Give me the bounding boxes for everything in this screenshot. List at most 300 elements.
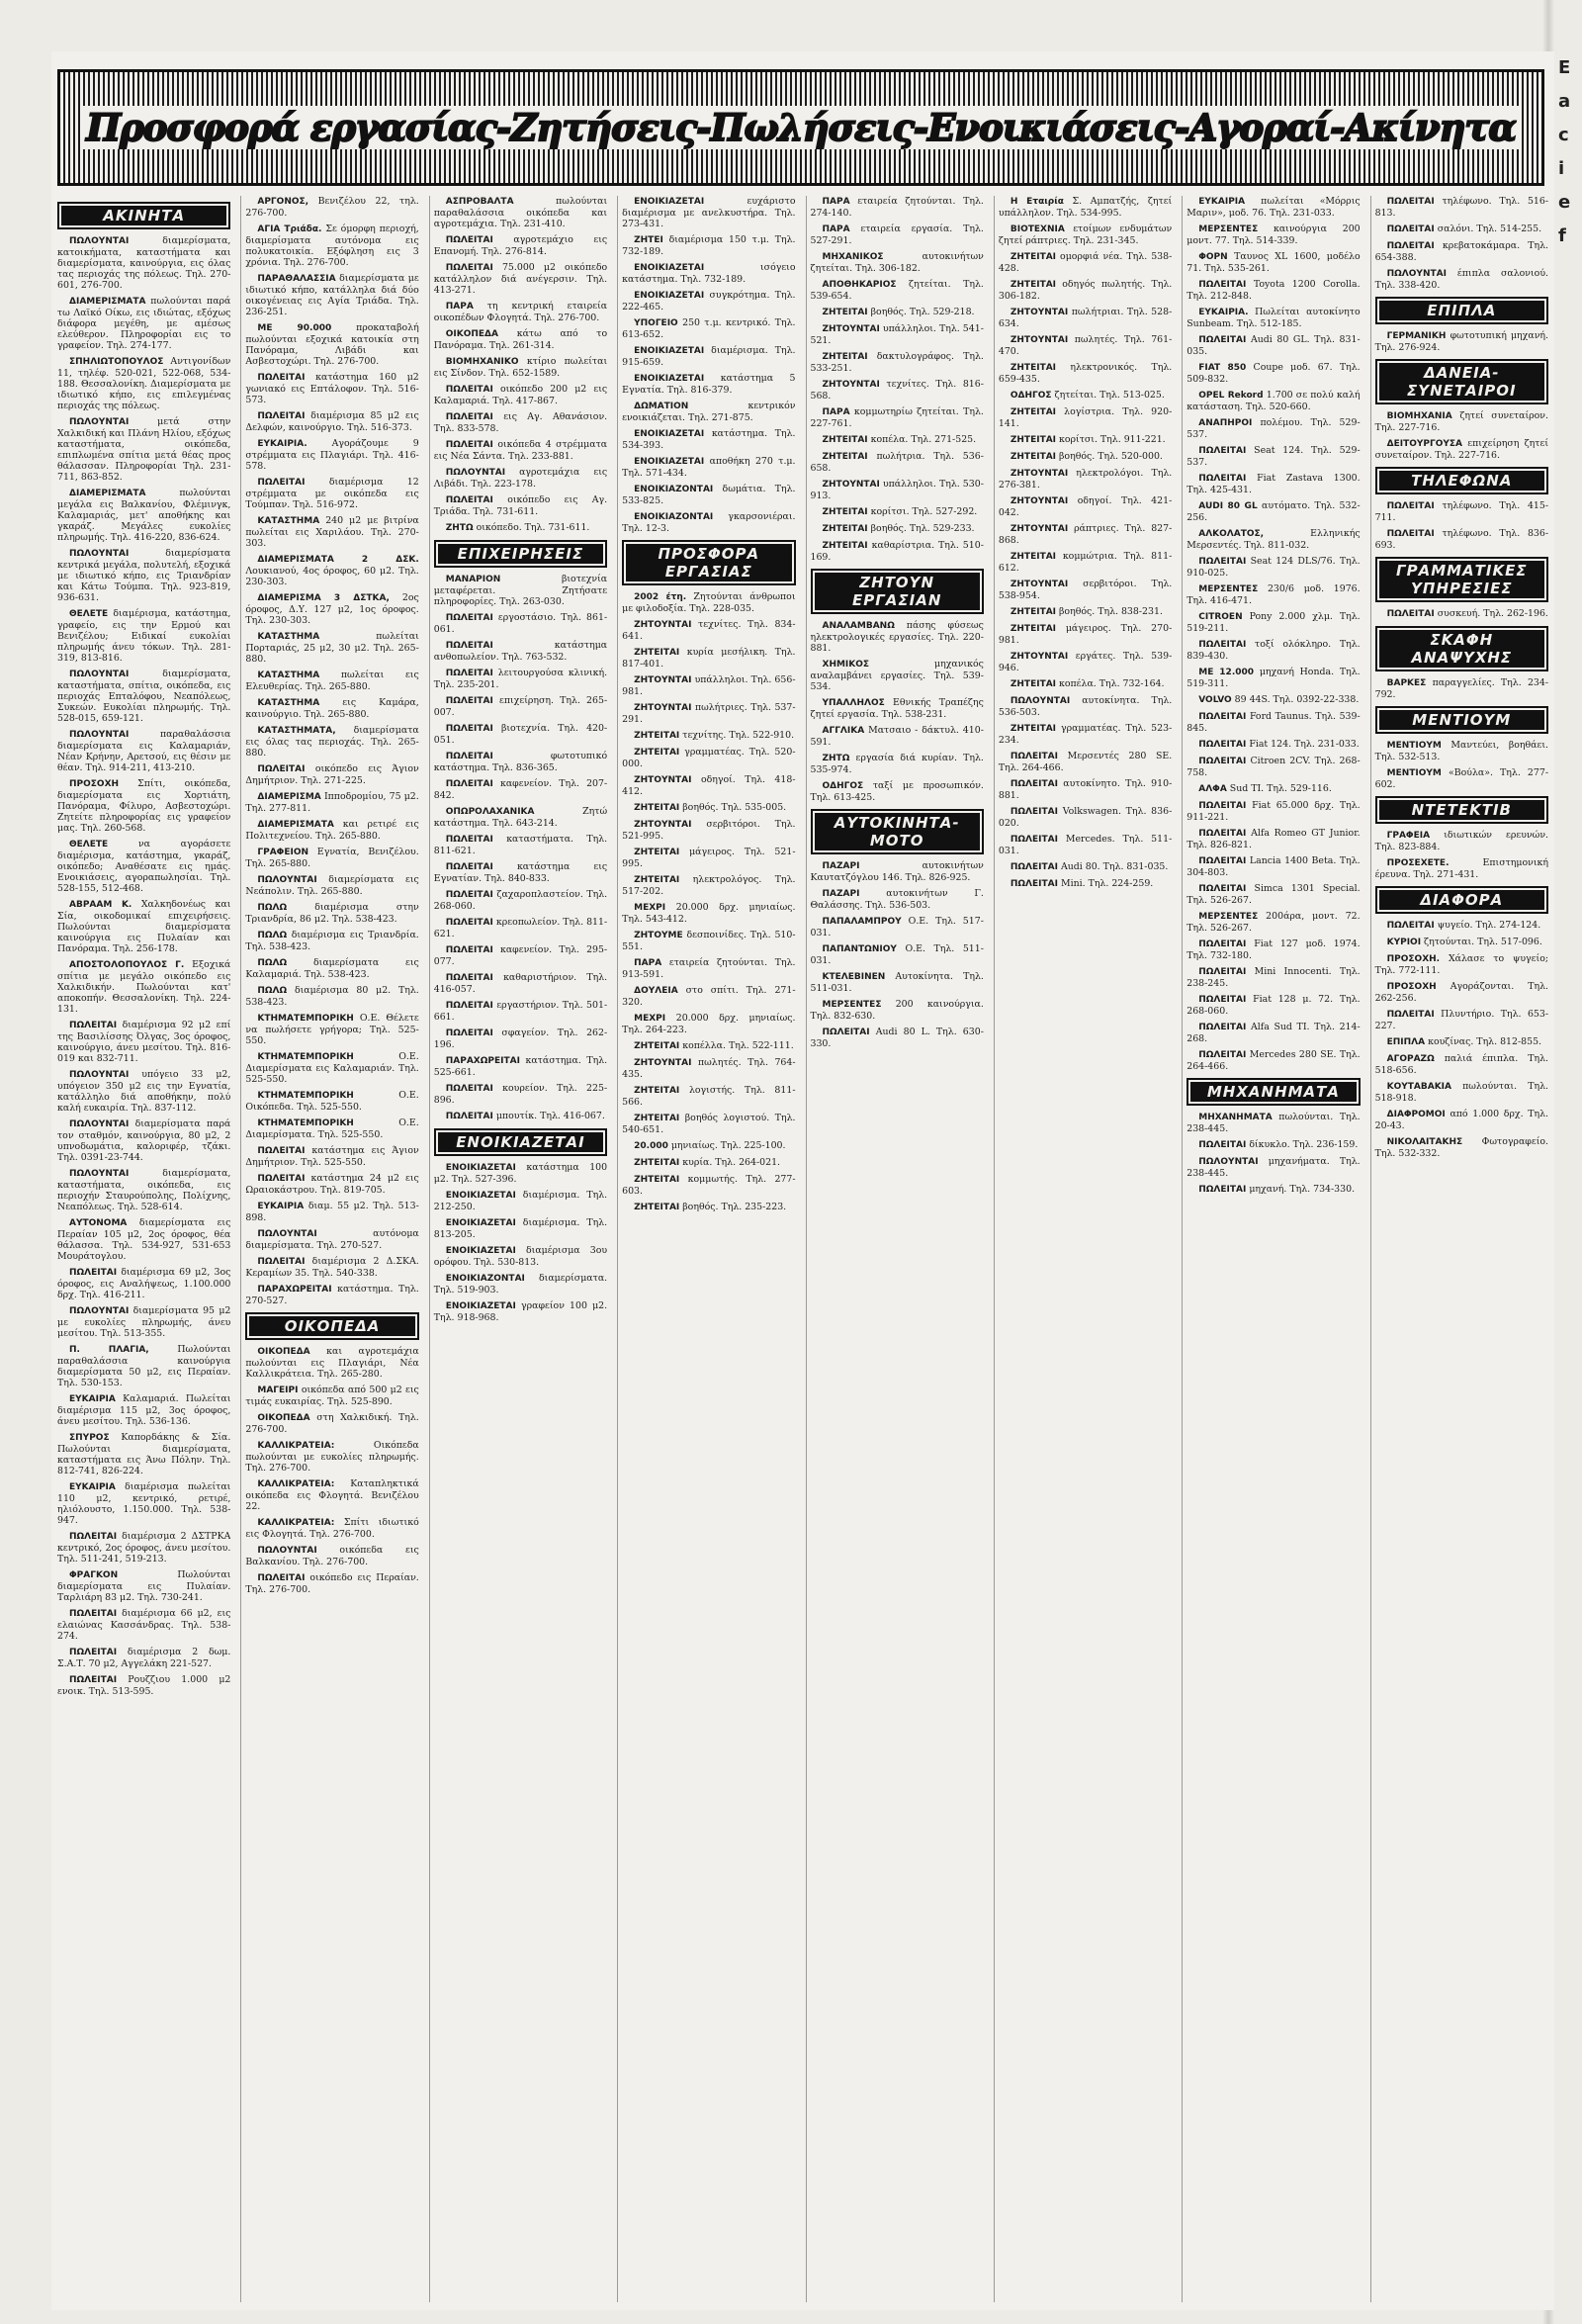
- ad-lead-word: ΕΥΚΑΙΡΙΑ: [257, 1202, 305, 1211]
- ad-text: φωτοτυπική μηχανή. Τηλ. 276-924.: [1374, 330, 1548, 353]
- ad-lead-word: ΝΙΚΟΛΑΙΤΑΚΗΣ: [1386, 1137, 1463, 1147]
- ad-text: Σ. Αμπατζής, ζητεί υπάλληλον. Τηλ. 534-995.: [998, 196, 1173, 219]
- classified-ad: [1375, 920, 1548, 932]
- ad-lead-word: ΠΩΛΕΙΤΑΙ: [257, 373, 306, 383]
- ad-lead-word: ΠΩΛΕΙΤΑΙ: [1198, 884, 1247, 894]
- ad-lead-word: ΚΑΤΑΣΤΗΜΑ: [257, 698, 320, 708]
- ad-lead-word: ΠΑΡΑΘΑΛΑΣΣΙΑ: [257, 274, 336, 284]
- ad-text: αυτοκίνητα. Τηλ. 536-503.: [998, 695, 1173, 718]
- classified-ad: [245, 438, 418, 472]
- section-header-prosfora: ΠΡΟΣΦΟΡΑ ΕΡΓΑΣΙΑΣ: [622, 540, 795, 585]
- classified-ad: [1186, 1156, 1360, 1179]
- ad-text: οδηγοί. Τηλ. 418-412.: [622, 774, 796, 797]
- ad-text: Alfa Romeo GT Junior. Τηλ. 826-821.: [1186, 828, 1361, 850]
- classified-ad: [1186, 939, 1360, 961]
- classified-ad: [622, 484, 795, 506]
- ad-text: οικόπεδο εις Αγ. Τριάδα. Τηλ. 731-611.: [433, 494, 608, 517]
- classified-ad: [1186, 800, 1360, 823]
- classified-ad: [57, 669, 230, 724]
- classified-ad: [811, 379, 984, 402]
- ad-lead-word: ΠΩΛΕΙΤΑΙ: [1010, 879, 1058, 889]
- ad-text: αυτοκινήτων Καυτατζόγλου 146. Τηλ. 826-925.: [810, 860, 984, 883]
- classified-ad: [622, 774, 795, 797]
- classified-ad: [434, 384, 607, 406]
- classified-ad: [245, 515, 418, 549]
- ad-text: μηχανή. Τηλ. 734-330.: [1249, 1184, 1356, 1195]
- section-header-diafora: ΔΙΑΦΟΡΑ: [1375, 886, 1548, 914]
- ad-lead-word: ΠΩΛΕΙΤΑΙ: [1198, 557, 1247, 567]
- ad-lead-word: ΠΩΛΕΙΤΑΙ: [69, 1532, 118, 1542]
- ad-text: Αγοράζονται. Τηλ. 262-256.: [1374, 981, 1548, 1004]
- ad-text: δωμάτια. Τηλ. 533-825.: [622, 484, 796, 506]
- ad-text: Ματσαιο - δάκτυλ. 410-591.: [810, 725, 984, 748]
- ad-lead-word: ΜΕΡΣΕΝΤΕΣ: [1198, 912, 1259, 922]
- ad-lead-word: ΠΩΛΕΙΤΑΙ: [69, 1675, 118, 1685]
- ad-lead-word: ΠΑΡΑ: [822, 407, 850, 417]
- classified-ad: [245, 847, 418, 869]
- classified-ad: [434, 917, 607, 939]
- ad-lead-word: ΖΗΤΟΥΝΤΑΙ: [634, 775, 692, 785]
- ad-lead-word: ΖΗΤΕΙΤΑΙ: [634, 875, 680, 885]
- ad-lead-word: ΔΙΑΜΕΡΙΣΜΑΤΑ 2 ΔΣΚ.: [257, 555, 419, 565]
- ad-lead-word: ΕΝΟΙΚΙΑΖΕΤΑΙ: [445, 1301, 516, 1311]
- ad-text: βοηθός. Τηλ. 535-005.: [682, 802, 787, 813]
- ad-text: Επιστημονική έρευνα. Τηλ. 271-431.: [1374, 857, 1548, 880]
- ad-text: έπιπλα σαλονιού. Τηλ. 338-420.: [1374, 268, 1548, 291]
- classified-ad: [245, 697, 418, 720]
- ad-text: πωλείται εις Ελευθερίας. Τηλ. 265-880.: [245, 670, 419, 692]
- ad-lead-word: ΚΑΛΛΙΚΡΑΤΕΙΑ:: [257, 1479, 335, 1489]
- ads-list: [1186, 196, 1360, 1196]
- classified-ad: [434, 861, 607, 884]
- ad-text: κομμωτηρίω ζητείται. Τηλ. 227-761.: [810, 406, 984, 429]
- ad-lead-word: ΠΩΛΕΙΤΑΙ: [1386, 609, 1435, 619]
- ad-text: υπόγειο 33 μ2, υπόγειον 350 μ2 εις την Εγνατία, κατάλληλο διά αποθήκην, πολύ καλή ευκαιρία. Τηλ. 837-112.: [57, 1069, 231, 1114]
- classified-ad: [245, 819, 418, 842]
- ad-lead-word: ΠΩΛΕΙΤΑΙ: [1198, 829, 1247, 839]
- classified-ad: [434, 356, 607, 379]
- ad-lead-word: ΖΗΤΕΙΤΑΙ: [1010, 552, 1057, 562]
- ad-text: 1.700 σε πολύ καλή κατάσταση. Τηλ. 520-660.: [1186, 390, 1361, 412]
- ad-text: διαμέρισμα 150 τ.μ. Τηλ. 732-189.: [622, 234, 796, 257]
- ad-lead-word: ΕΝΟΙΚΙΑΖΕΤΑΙ: [634, 374, 705, 384]
- ad-text: Ο.Ε. Τηλ. 511-031.: [810, 943, 984, 966]
- ad-lead-word: ΠΩΛΕΙΤΑΙ: [1198, 740, 1247, 750]
- ad-text: διαμέρισμα εις Τριανδρία. Τηλ. 538-423.: [245, 930, 419, 952]
- classified-ad: [622, 847, 795, 869]
- ad-lead-word: ΣΠΥΡΟΣ: [69, 1433, 110, 1443]
- ad-text: μηχανή Honda. Τηλ. 519-311.: [1186, 667, 1361, 689]
- ad-text: εις Καμάρα, καινούργιο. Τηλ. 265-880.: [245, 697, 419, 720]
- ad-lead-word: ΟΠΩΡΟΛΑΧΑΝΙΚΑ: [445, 807, 535, 817]
- ad-text: Coupe μοδ. 67. Τηλ. 509-832.: [1186, 362, 1361, 385]
- ad-text: ζητείται. Τηλ. 513-025.: [1054, 390, 1165, 401]
- classified-ad: [245, 554, 418, 587]
- ad-lead-word: ΠΩΛΕΙΤΑΙ: [69, 1609, 118, 1619]
- ad-text: Fiat Zastava 1300. Τηλ. 425-431.: [1186, 473, 1361, 495]
- classified-ad: [811, 223, 984, 246]
- ad-lead-word: ΠΩΛΕΙΤΑΙ: [1198, 801, 1247, 811]
- classified-ad: [622, 874, 795, 897]
- ad-text: Καπορδάκης & Σία. Πωλούνται διαμερίσματα, καταστήματα εις Άνω Πόλην. Τηλ. 812-741, 826-224.: [57, 1432, 231, 1476]
- classified-ad: [999, 279, 1172, 302]
- ad-text: λειτουργούσα κλινική. Τηλ. 235-201.: [433, 668, 608, 690]
- ad-text: πωλούνται παραθαλάσσια οικόπεδα και αγροτεμάχια. Τηλ. 231-410.: [433, 196, 608, 229]
- ad-lead-word: ΒΙΟΜΗΧΑΝΙΑ: [1386, 411, 1452, 421]
- classified-ad: [1375, 857, 1548, 880]
- classified-ad: [245, 223, 418, 268]
- ad-lead-word: ΠΑΡΑ: [445, 302, 474, 312]
- ad-lead-word: 2002 έτη.: [634, 592, 687, 602]
- classified-ad: [57, 416, 230, 483]
- classified-ad: [999, 806, 1172, 829]
- ad-text: Seat 124 DLS/76. Τηλ. 910-025.: [1186, 556, 1361, 579]
- ad-lead-word: ΕΥΚΑΙΡΙΑ: [69, 1394, 116, 1404]
- ad-text: μηνιαίως. Τηλ. 225-100.: [670, 1140, 786, 1151]
- classified-ad: [811, 725, 984, 748]
- ad-lead-word: ΠΩΛΕΙΤΑΙ: [1386, 224, 1435, 234]
- classified-ad: [245, 1145, 418, 1168]
- classified-ad: [57, 1267, 230, 1300]
- ad-text: διαμέρισμα 3ου ορόφου. Τηλ. 530-813.: [433, 1245, 608, 1268]
- classified-ad: [811, 697, 984, 720]
- classified-ad: [1375, 1009, 1548, 1031]
- ad-lead-word: ΠΩΛΕΙΤΑΙ: [445, 890, 493, 900]
- classified-ad: [57, 1393, 230, 1427]
- classified-ad: [1375, 500, 1548, 523]
- ad-text: διαμέρισμα πωλείται 110 μ2, κεντρικό, ρετιρέ, ηλιόλουστο, 1.150.000. Τηλ. 538-947.: [57, 1481, 231, 1526]
- ad-text: 89 44S. Τηλ. 0392-22-338.: [1234, 694, 1360, 705]
- ad-text: 250 τ.μ. κεντρικό. Τηλ. 613-652.: [622, 317, 796, 340]
- section-header-epipla: ΕΠΙΠΛΑ: [1375, 297, 1548, 324]
- ad-text: Καταπληκτικά οικόπεδα εις Φλογητά. Βενιζέλου 22.: [245, 1478, 419, 1512]
- ad-text: Πλυντήριο. Τηλ. 653-227.: [1374, 1009, 1548, 1031]
- classified-ad: [1375, 740, 1548, 762]
- ad-lead-word: ΕΝΟΙΚΙΑΖΕΤΑΙ: [634, 346, 705, 356]
- ad-lead-word: ΔΙΑΜΕΡΙΣΜΑΤΑ: [257, 820, 334, 830]
- classified-ad: [434, 411, 607, 434]
- classified-ad: [811, 251, 984, 274]
- ad-text: κουρείον. Τηλ. 225-896.: [433, 1083, 608, 1106]
- classified-ad: [245, 985, 418, 1008]
- classified-ad: [1186, 883, 1360, 906]
- classified-ad: [245, 1013, 418, 1046]
- ad-lead-word: ΠΩΛΟΥΝΤΑΙ: [257, 875, 317, 885]
- ad-lead-word: ΠΩΛΕΙΤΑΙ: [1198, 1185, 1247, 1195]
- ad-lead-word: ΕΝΟΙΚΙΑΖΟΝΤΑΙ: [445, 1274, 525, 1284]
- ad-lead-word: ΠΩΛΕΙΤΑΙ: [445, 613, 493, 623]
- classified-ad: [811, 406, 984, 429]
- ad-lead-word: ΠΩΛΕΙΤΑΙ: [69, 1268, 118, 1278]
- section-header-mentioum: ΜΕΝΤΙΟΥΜ: [1375, 706, 1548, 734]
- ad-text: πωλήτριαι. Τηλ. 528-634.: [998, 307, 1173, 329]
- ad-text: τεχνίτης. Τηλ. 522-910.: [682, 730, 795, 741]
- ad-lead-word: ΠΑΖΑΡΙ: [822, 861, 860, 871]
- classified-ad: [1375, 1036, 1548, 1048]
- classified-ad: [811, 620, 984, 654]
- ad-text: διαμερίσματα με ιδιωτικό κήπο, κατάλληλα διά δύο οικογένειας εις Αγία Τριάδα. Τηλ. 236-251.: [245, 273, 419, 317]
- classified-ad: [622, 747, 795, 769]
- classified-ad: [1375, 1109, 1548, 1131]
- ad-text: Βενιζέλου 22, τηλ. 276-700.: [245, 196, 419, 219]
- classified-ad: [622, 373, 795, 396]
- ad-lead-word: ΖΗΤΟΥΝΤΑΙ: [634, 620, 692, 630]
- ad-lead-word: ΖΗΤΕΙΤΑΙ: [1010, 679, 1057, 689]
- classified-ad: [1186, 1184, 1360, 1196]
- ad-lead-word: ΠΩΛΟΥΝΤΑΙ: [69, 417, 130, 427]
- ad-lead-word: ΠΩΛΕΙΤΑΙ: [1198, 995, 1247, 1005]
- ad-text: τηλέφωνο. Τηλ. 516-813.: [1374, 196, 1548, 219]
- ad-lead-word: ΠΩΛΟΥΝΤΑΙ: [257, 1546, 317, 1556]
- classified-ad: [434, 723, 607, 746]
- classified-ad: [245, 631, 418, 665]
- ad-lead-word: ΠΩΛΕΙΤΑΙ: [1386, 197, 1435, 207]
- ad-text: διαμερίσματα παρά τον σταθμόν, καινούργια, 80 μ2, 2 υπνοδωμάτια, καλοριφέρ, τζάκι. Τηλ. 0391-23-744.: [57, 1118, 231, 1163]
- ad-lead-word: ΑΓΟΡΑΖΩ: [1386, 1054, 1435, 1064]
- classified-ad: [1375, 1053, 1548, 1076]
- ad-text: πωλήτρια. Τηλ. 536-658.: [810, 451, 984, 474]
- ad-text: οικόπεδα 4 στρέμματα εις Νέα Σάντα. Τηλ. 233-881.: [433, 439, 608, 462]
- section-header-epicheiriseis: ΕΠΙΧΕΙΡΗΣΕΙΣ: [434, 540, 607, 568]
- ad-lead-word: ΠΩΛΟΥΝΤΑΙ: [69, 549, 130, 559]
- ad-lead-word: ΕΥΚΑΙΡΙΑ.: [257, 439, 308, 449]
- ad-lead-word: ΟΔΗΓΟΣ: [1010, 391, 1052, 401]
- ad-lead-word: ΠΩΛΕΙΤΑΙ: [1198, 967, 1247, 977]
- classified-ad: [57, 729, 230, 773]
- ad-text: κάτω από το Πανόραμα. Τηλ. 261-314.: [433, 328, 608, 351]
- classified-ad: [245, 763, 418, 786]
- classified-ad: [245, 322, 418, 367]
- ads-list: [1375, 196, 1548, 1159]
- ad-text: Lancia 1400 Beta. Τηλ. 304-803.: [1186, 855, 1361, 878]
- ad-lead-word: ΒΑΡΚΕΣ: [1386, 678, 1427, 688]
- classified-ad: [811, 753, 984, 775]
- ad-lead-word: ΠΑΠΑΝΤΩΝΙΟΥ: [822, 944, 897, 954]
- classified-ad: [811, 888, 984, 911]
- classified-ad: [57, 1305, 230, 1339]
- classified-ad: [57, 608, 230, 664]
- ad-text: Toyota 1200 Corolla. Τηλ. 212-848.: [1186, 279, 1361, 302]
- ad-text: Ο.Ε. Τηλ. 517-031.: [810, 916, 984, 939]
- ad-text: κατάστημα. Τηλ. 270-527.: [245, 1284, 419, 1306]
- ad-text: γραμματέας. Τηλ. 523-234.: [998, 723, 1173, 746]
- ad-text: βιοτεχνία. Τηλ. 420-051.: [433, 723, 608, 746]
- classified-ad: [434, 751, 607, 773]
- ad-lead-word: ΒΙΟΜΗΧΑΝΙΚΟ: [445, 357, 519, 367]
- classified-ad: [1186, 556, 1360, 579]
- ad-lead-word: ΑΠΟΣΤΟΛΟΠΟΥΛΟΣ Γ.: [69, 960, 185, 970]
- classified-ad: [1186, 362, 1360, 385]
- ad-lead-word: ΖΗΤΕΙΤΑΙ: [1010, 624, 1057, 634]
- classified-ad: [434, 439, 607, 462]
- ad-lead-word: ΥΠΑΛΛΗΛΟΣ: [822, 698, 885, 708]
- newspaper-page: [51, 51, 1554, 2310]
- classified-ad: [434, 301, 607, 323]
- ad-text: βοηθός. Τηλ. 838-231.: [1059, 606, 1163, 617]
- ad-lead-word: ΜΕ 12.000: [1198, 668, 1255, 677]
- ad-text: ηλεκτρονικός. Τηλ. 659-435.: [998, 362, 1173, 385]
- ad-lead-word: ΠΩΛΕΙΤΑΙ: [1010, 807, 1058, 817]
- ad-lead-word: ΠΩΛΕΙΤΑΙ: [1198, 446, 1247, 456]
- classified-ad: [999, 695, 1172, 718]
- ad-text: συσκευή. Τηλ. 262-196.: [1437, 608, 1548, 619]
- ad-lead-word: ΑΒΡΑΑΜ Κ.: [69, 900, 132, 910]
- classified-ad: [245, 902, 418, 925]
- ad-lead-word: ΠΩΛΕΙΤΑΙ: [445, 973, 493, 983]
- ad-lead-word: ΠΩΛΟΥΝΤΑΙ: [1386, 269, 1447, 279]
- ad-lead-word: ΕΝΟΙΚΙΑΖΕΤΑΙ: [445, 1163, 516, 1173]
- classified-ad: [1375, 1081, 1548, 1104]
- ad-text: ζητούνται. Τηλ. 517-096.: [1424, 937, 1542, 947]
- ad-lead-word: ΠΩΛΕΙΤΑΙ: [445, 641, 493, 651]
- ad-lead-word: ΚΑΤΑΣΤΗΜΑ: [257, 670, 320, 680]
- ad-lead-word: Π. ΠΛΑΓΙΑ,: [69, 1345, 149, 1355]
- ad-lead-word: ΠΩΛΕΙΤΑΙ: [445, 752, 493, 761]
- ads-list: [999, 196, 1172, 890]
- ad-text: Εξοχικά σπίτια με μεγάλο οικόπεδο εις Χαλκιδικήν. Πωλούνται κατ' αποκοπήν. Θεσσαλονίκη. Τηλ. 224-131.: [57, 959, 231, 1015]
- classified-ad: [434, 1300, 607, 1323]
- ad-text: βιοτεχνία μεταφέρεται. Ζητήσατε πληροφορίες. Τηλ. 263-030.: [433, 574, 608, 607]
- section-header-ntetektiv: ΝΤΕΤΕΚΤΙΒ: [1375, 796, 1548, 824]
- ad-lead-word: ΠΩΛΕΙΤΑΙ: [1386, 529, 1435, 539]
- classified-ad: [622, 619, 795, 642]
- ad-lead-word: OPEL Rekord: [1198, 391, 1264, 401]
- ad-text: βοηθός. Τηλ. 529-218.: [870, 307, 975, 317]
- ad-text: Mercedes 280 SE. Τηλ. 264-466.: [1186, 1049, 1361, 1072]
- classified-ad: [811, 351, 984, 374]
- ad-text: ετοίμων ενδυμάτων ζητεί ράπτριες. Τηλ. 231-345.: [998, 223, 1173, 246]
- ad-lead-word: ΓΡΑΦΕΙΑ: [1386, 831, 1431, 841]
- ad-text: διαμέρισμα στην Τριανδρία, 86 μ2. Τηλ. 538-423.: [245, 902, 419, 925]
- ad-text: δεσποινίδες. Τηλ. 510-551.: [622, 930, 796, 952]
- classified-ad: [1186, 1049, 1360, 1072]
- classified-ad: [434, 467, 607, 490]
- classified-ad: [245, 874, 418, 897]
- classified-ad: [434, 196, 607, 229]
- ad-lead-word: ΠΩΛΕΙΤΑΙ: [257, 1573, 306, 1583]
- ad-lead-word: ΟΙΚΟΠΕΔΑ: [445, 329, 498, 339]
- ad-lead-word: ΠΩΛΕΙΤΑΙ: [1198, 640, 1247, 650]
- ad-lead-word: ΖΗΤΕΙΤΑΙ: [1010, 724, 1057, 734]
- classified-ad: [57, 778, 230, 834]
- ad-lead-word: ΠΩΛΕΙΤΑΙ: [69, 1648, 118, 1657]
- classified-ad: [999, 678, 1172, 690]
- ad-lead-word: ΠΡΟΣΟΧΗ.: [1386, 954, 1441, 964]
- ad-text: ψυγείο. Τηλ. 274-124.: [1437, 920, 1541, 931]
- ad-text: Sud TI. Τηλ. 529-116.: [1229, 783, 1332, 794]
- section-header-zitoun: ΖΗΤΟΥΝ ΕΡΓΑΣΙΑΝ: [811, 569, 984, 614]
- classified-ad: [1375, 438, 1548, 461]
- ad-lead-word: 20.000: [634, 1141, 668, 1151]
- ad-text: Καλαμαριά. Πωλείται διαμέρισμα 115 μ2, 3ος όροφος, άνευ μεσίτου. Τηλ. 536-136.: [57, 1393, 231, 1427]
- ad-text: διαμέρισμα. Τηλ. 212-250.: [433, 1190, 608, 1212]
- classified-ad: [811, 451, 984, 474]
- ad-lead-word: ΠΩΛΕΙΤΑΙ: [445, 918, 493, 928]
- ad-text: ταξί με προσωπικόν. Τηλ. 613-425.: [810, 780, 984, 803]
- ad-lead-word: ΠΩΛΕΙΤΑΙ: [445, 1084, 493, 1094]
- ad-lead-word: ΖΗΤΟΥΝΤΑΙ: [822, 480, 880, 490]
- ad-text: Fiat 124. Τηλ. 231-033.: [1249, 739, 1360, 750]
- classified-ad: [245, 1517, 418, 1540]
- column-6: [994, 196, 1172, 2302]
- classified-ad: [57, 356, 230, 411]
- classified-ad: [434, 1055, 607, 1078]
- classified-ad: [811, 540, 984, 563]
- classified-ad: [434, 668, 607, 690]
- classified-ad: [622, 401, 795, 423]
- classified-ad: [57, 1481, 230, 1526]
- ad-lead-word: ΚΤΗΜΑΤΕΜΠΟΡΙΚΗ: [257, 1118, 354, 1128]
- ad-lead-word: ΖΗΤΕΙ: [634, 235, 663, 245]
- ad-text: γραμματέας. Τηλ. 520-000.: [622, 747, 796, 769]
- ad-lead-word: ΘΕΛΕΤΕ: [69, 840, 109, 849]
- ad-lead-word: ΑΛΦΑ: [1198, 784, 1227, 794]
- ad-lead-word: ΠΩΛΩ: [257, 986, 288, 996]
- classified-ad: [245, 273, 418, 317]
- classified-ad: [245, 1545, 418, 1567]
- ad-lead-word: ΑΝΑΠΗΡΟΙ: [1198, 418, 1253, 428]
- ad-text: 75.000 μ2 οικόπεδο κατάλληλον διά ανέγερσιν. Τηλ. 413-271.: [433, 262, 608, 296]
- ad-text: καθαριστήριον. Τηλ. 416-057.: [433, 972, 608, 995]
- ad-lead-word: ΖΗΤΕΙΤΑΙ: [634, 1175, 680, 1185]
- ad-lead-word: ΖΗΤΕΙΤΑΙ: [1010, 607, 1057, 617]
- ad-lead-word: ΣΠΗΛΙΩΤΟΠΟΥΛΟΣ: [69, 357, 164, 367]
- column-7: [1182, 196, 1360, 2302]
- classified-ad: [999, 651, 1172, 673]
- ad-text: στο σπίτι. Τηλ. 271-320.: [622, 985, 796, 1008]
- ad-text: σερβιτόροι. Τηλ. 538-954.: [998, 579, 1173, 601]
- ad-lead-word: ΠΩΛΕΙΤΑΙ: [1010, 835, 1058, 845]
- ad-text: ζαχαροπλαστείον. Τηλ. 268-060.: [433, 889, 608, 912]
- classifieds-banner: [57, 69, 1544, 186]
- ad-text: ηλεκτρολόγοι. Τηλ. 276-381.: [998, 468, 1173, 491]
- ad-lead-word: ΟΙΚΟΠΕΔΑ: [257, 1413, 310, 1423]
- ads-list: [434, 196, 607, 1323]
- ad-text: διαμερίσματα, καταστήματα, σπίτια, οικόπεδα, εις περιοχάς Επταλόφου, Νεαπόλεως, Συκεών. Ευκολίαι πληρωμής. Τηλ. 528-015, 659-121.: [57, 669, 231, 724]
- ad-lead-word: ΖΗΤΕΙΤΑΙ: [634, 731, 680, 741]
- ad-lead-word: ΑΥΤΟΝΟΜΑ: [69, 1218, 128, 1228]
- ad-text: κεντρικόν ενοικιάζεται. Τηλ. 271-875.: [622, 401, 796, 423]
- classified-ad: [434, 1190, 607, 1212]
- classified-ad: [811, 196, 984, 219]
- classified-ad: [245, 1412, 418, 1435]
- ad-text: κρεβατοκάμαρα. Τηλ. 654-388.: [1374, 240, 1548, 263]
- ad-text: 20.000 δρχ. μηνιαίως. Τηλ. 264-223.: [622, 1013, 796, 1035]
- ad-text: εργασία διά κυρίαν. Τηλ. 535-974.: [810, 753, 984, 775]
- ad-lead-word: ΠΩΛΕΙΤΑΙ: [1198, 335, 1247, 345]
- classified-ad: [999, 406, 1172, 429]
- classified-ad: [57, 1344, 230, 1388]
- ad-text: Ζητούνται άνθρωποι με φιλοδοξία. Τηλ. 228-035.: [622, 591, 796, 614]
- ad-text: διαμέρισμα 2 Δ.ΣΚΑ. Κεραμίων 35. Τηλ. 540-338.: [245, 1256, 419, 1279]
- ad-lead-word: ΕΝΟΙΚΙΑΖΟΝΤΑΙ: [634, 512, 714, 522]
- classified-ad: [245, 1478, 418, 1512]
- ad-text: Simca 1301 Special. Τηλ. 526-267.: [1186, 883, 1361, 906]
- ad-text: εταιρεία ζητούνται. Τηλ. 913-591.: [622, 957, 796, 980]
- ad-text: εις Αγ. Αθανάσιον. Τηλ. 833-578.: [433, 411, 608, 434]
- ad-lead-word: ΖΗΤΕΙΤΑΙ: [1010, 280, 1057, 290]
- classified-ad: [245, 670, 418, 692]
- classified-ad: [57, 1674, 230, 1697]
- classified-ad: [245, 1346, 418, 1380]
- ad-lead-word: ΔΙΑΜΕΡΙΣΜΑ: [257, 792, 321, 802]
- ad-lead-word: ΔΕΙΤΟΥΡΓΟΥΣΑ: [1386, 439, 1463, 449]
- ad-lead-word: ΠΩΛΕΙΤΑΙ: [1386, 1010, 1435, 1020]
- ad-text: Ο.Ε. Οικόπεδα. Τηλ. 525-550.: [245, 1090, 419, 1113]
- ad-text: υπάλληλοι. Τηλ. 656-981.: [622, 674, 796, 697]
- column-1: [57, 196, 230, 2302]
- ad-lead-word: ΖΗΤΕΙΤΑΙ: [634, 1158, 680, 1168]
